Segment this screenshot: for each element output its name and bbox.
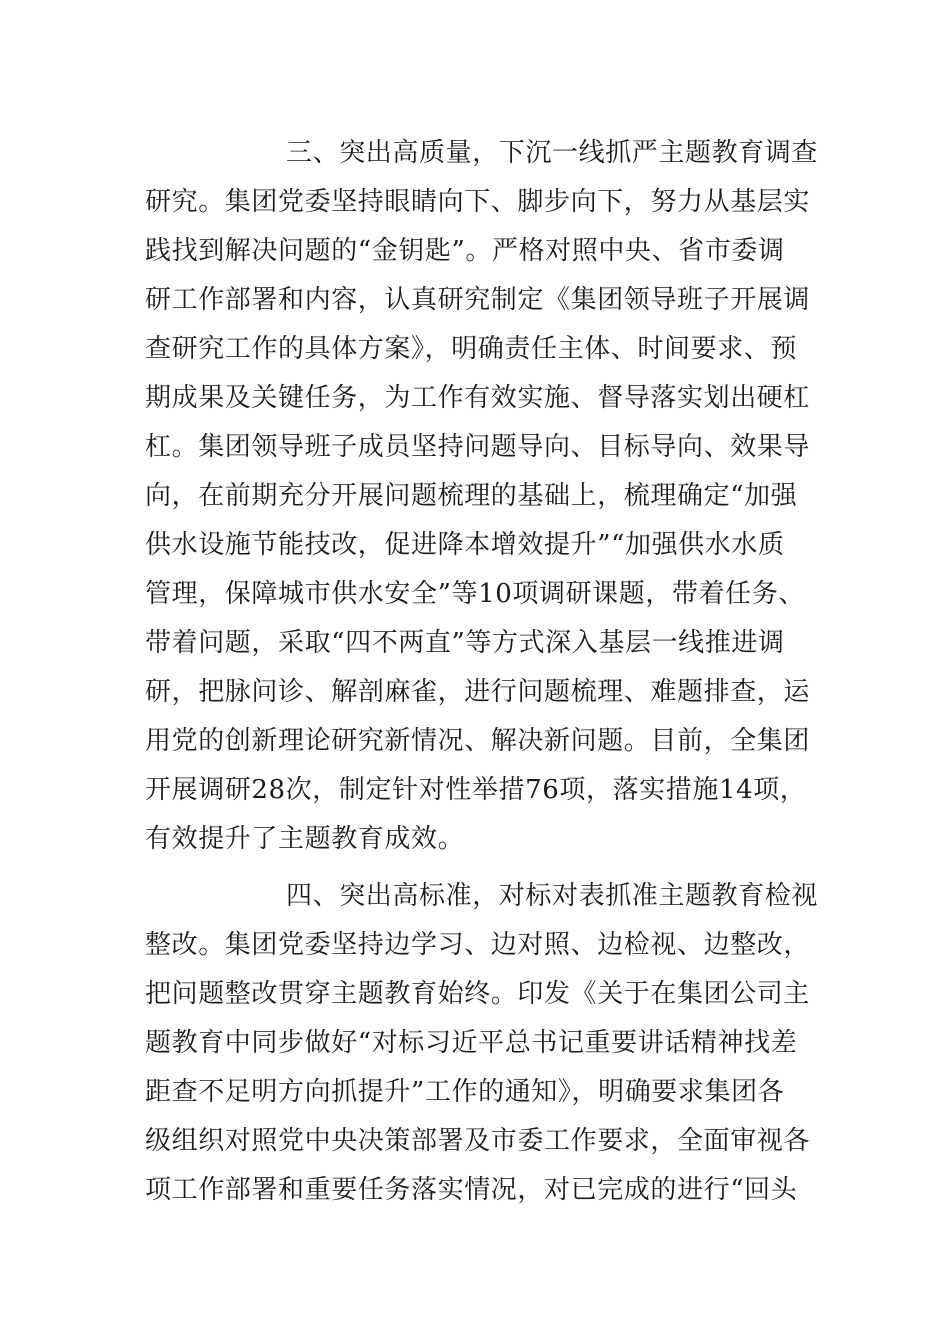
section-3-line: 管理，保障城市供水安全”等10项调研课题，带着任务、	[145, 579, 805, 609]
section-3-line: 带着问题，采取“四不两直”等方式深入基层一线推进调	[145, 628, 785, 658]
section-4-heading-line: 四、突出高标准，对标对表抓准主题教育检视	[286, 881, 819, 911]
section-3-line: 期成果及关键任务，为工作有效实施、督导落实划出硬杠	[145, 383, 811, 413]
section-3-line: 践找到解决问题的“金钥匙”。严格对照中央、省市委调	[145, 236, 785, 266]
section-3-line: 供水设施节能技改，促进降本增效提升”“加强供水水质	[145, 530, 785, 560]
section-3-line: 研究。集团党委坚持眼睛向下、脚步向下，努力从基层实	[145, 187, 811, 217]
section-3-line: 开展调研28次，制定针对性举措76项，落实措施14项，	[145, 775, 807, 805]
section-4-line: 整改。集团党委坚持边学习、边对照、边检视、边整改，	[145, 930, 811, 960]
section-3-line: 有效提升了主题教育成效。	[145, 824, 465, 854]
section-3-heading-line: 三、突出高质量，下沉一线抓严主题教育调查	[286, 138, 819, 168]
section-3-line: 查研究工作的具体方案》，明确责任主体、时间要求、预	[145, 334, 798, 364]
section-4-line: 题教育中同步做好“对标习近平总书记重要讲话精神找差	[145, 1028, 798, 1058]
section-4-line: 距查不足明方向抓提升”工作的通知》，明确要求集团各	[145, 1077, 785, 1107]
section-3-line: 研，把脉问诊、解剖麻雀，进行问题梳理、难题排查，运	[145, 677, 811, 707]
section-3-line: 研工作部署和内容，认真研究制定《集团领导班子开展调	[145, 285, 811, 315]
section-3-line: 向，在前期充分开展问题梳理的基础上，梳理确定“加强	[145, 481, 798, 511]
section-3-line: 用党的创新理论研究新情况、解决新问题。目前，全集团	[145, 726, 811, 756]
section-4-line: 级组织对照党中央决策部署及市委工作要求，全面审视各	[145, 1126, 811, 1156]
section-4-line: 把问题整改贯穿主题教育始终。印发《关于在集团公司主	[145, 979, 811, 1009]
section-3-line: 杠。集团领导班子成员坚持问题导向、目标导向、效果导	[145, 432, 811, 462]
section-4-line: 项工作部署和重要任务落实情况，对已完成的进行“回头	[145, 1175, 798, 1205]
